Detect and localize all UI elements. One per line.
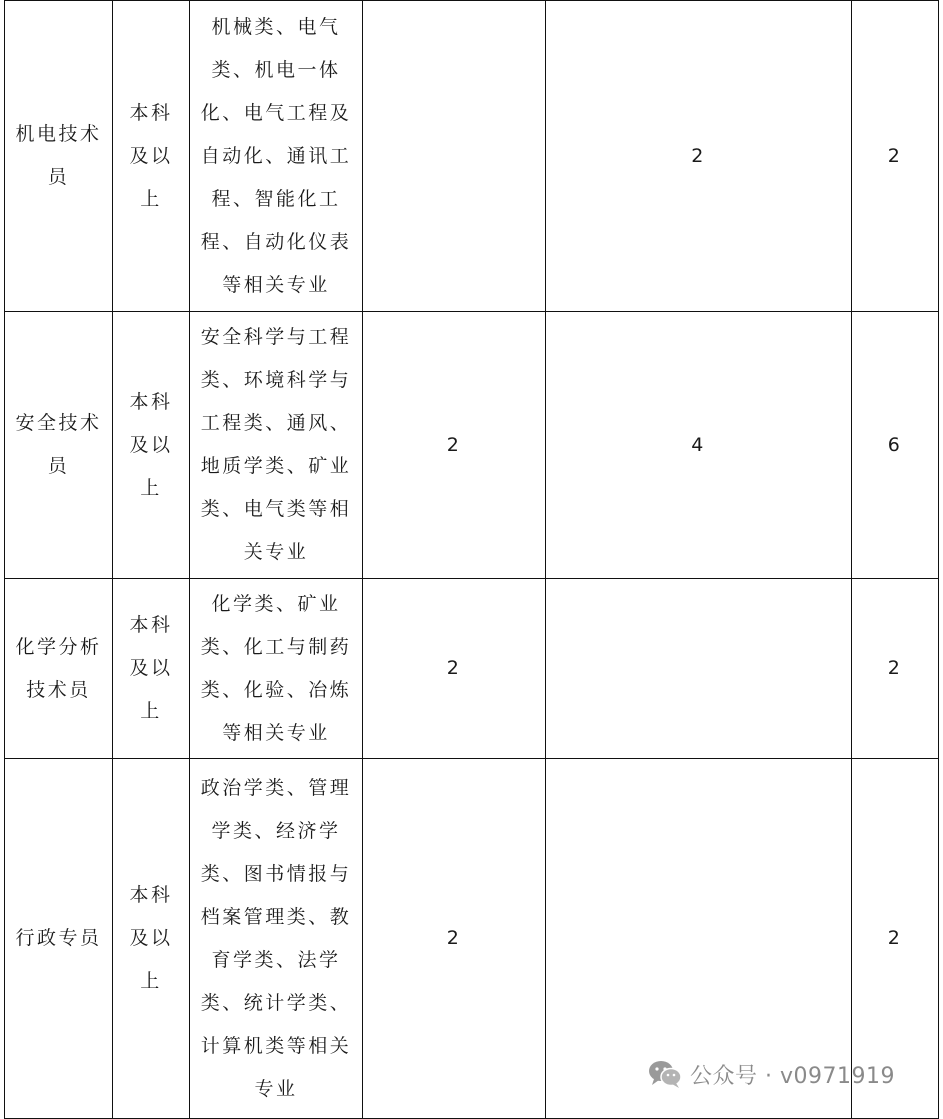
count-cell [363, 1, 546, 312]
recruitment-table [4, 0, 939, 1119]
count-cell: 2 [363, 579, 546, 759]
total-cell: 2 [852, 759, 939, 1119]
wechat-icon [648, 1059, 682, 1089]
position-cell: 安全技术 员 [5, 312, 113, 579]
position-cell: 机电技术 员 [5, 1, 113, 312]
major-cell: 安全科学与工程 类、环境科学与 工程类、通风、 地质学类、矿业 类、电气类等相 关专业 [190, 312, 363, 579]
education-cell: 本科 及以 上 [113, 1, 190, 312]
table-row [5, 312, 939, 579]
education-cell: 本科 及以 上 [113, 579, 190, 759]
total-cell: 2 [852, 1, 939, 312]
education-cell: 本科 及以 上 [113, 312, 190, 579]
major-cell: 机械类、电气 类、机电一体 化、电气工程及 自动化、通讯工 程、智能化工 程、自动化仪表 等相关专业 [190, 1, 363, 312]
count-cell: 4 [546, 312, 852, 579]
education-cell: 本科 及以 上 [113, 759, 190, 1119]
major-cell: 政治学类、管理 学类、经济学 类、图书情报与 档案管理类、教 育学类、法学 类、统计学类、 计算机类等相关 专业 [190, 759, 363, 1119]
count-cell: 2 [363, 312, 546, 579]
count-cell [546, 579, 852, 759]
watermark-text: 公众号 · v0971919 [690, 1063, 895, 1089]
position-cell: 化学分析 技术员 [5, 579, 113, 759]
count-cell: 2 [546, 1, 852, 312]
watermark [648, 1056, 895, 1092]
total-cell: 2 [852, 579, 939, 759]
table-row [5, 1, 939, 312]
total-cell: 6 [852, 312, 939, 579]
major-cell: 化学类、矿业 类、化工与制药 类、化验、冶炼 等相关专业 [190, 579, 363, 759]
table-row [5, 579, 939, 759]
position-cell: 行政专员 [5, 759, 113, 1119]
count-cell: 2 [363, 759, 546, 1119]
